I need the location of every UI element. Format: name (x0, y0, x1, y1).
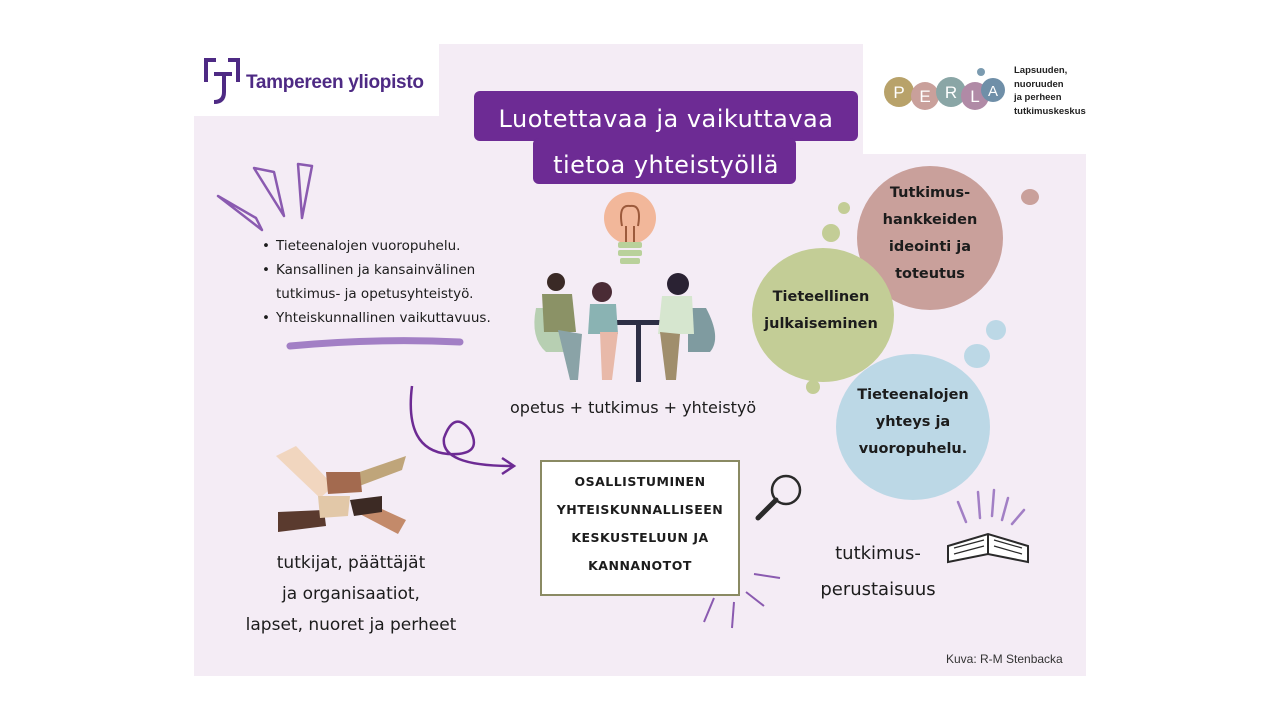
open-book-icon (944, 488, 1034, 572)
sparkle-lines-icon (700, 566, 784, 630)
perla-line: ja perheen (1014, 92, 1062, 103)
page-title (474, 96, 858, 188)
perla-letter-p: P (893, 83, 905, 102)
left-caption-line: lapset, nuoret ja perheet (245, 615, 457, 635)
perla-letter-e: E (919, 87, 931, 106)
title-line: tietoa yhteistyöllä (553, 151, 779, 179)
dot-green-lower (806, 380, 820, 394)
circle-line: julkaiseminen (764, 316, 878, 332)
perla-line: tutkimuskeskus (1014, 105, 1086, 117)
perla-line: nuoruuden (1014, 78, 1064, 90)
circle-line: hankkeiden (882, 212, 978, 228)
perla-letter-r: R (944, 83, 958, 102)
circle-julkaiseminen-text (748, 284, 894, 338)
perla-logo-letters (881, 66, 1011, 126)
bullet-item: • Kansallinen ja kansainvälinen (262, 258, 491, 282)
dot-blue-small (986, 320, 1006, 340)
sparkle-rays-icon (214, 160, 324, 235)
circle-ideointi-text (857, 180, 1003, 288)
magnifier-icon (752, 470, 808, 526)
center-caption: opetus + tutkimus + yhteistyö (510, 398, 757, 417)
dot-rose (1021, 189, 1039, 205)
curved-arrow-icon (400, 380, 524, 480)
bullet-list (262, 234, 491, 330)
circle-yhteys-text (836, 382, 990, 463)
lightbulb-icon (600, 190, 660, 272)
right-caption-line: perustaisuus (820, 579, 936, 600)
circle-line: Tieteenalojen (857, 387, 969, 403)
circle-line: toteutus (895, 266, 965, 282)
circle-line: Tutkimus- (889, 185, 971, 201)
left-caption-line: tutkijat, päättäjät (276, 553, 426, 573)
right-caption-line: tutkimus- (835, 543, 921, 564)
box-line: KESKUSTELUUN JA (571, 530, 709, 545)
dot-green-small (838, 202, 850, 214)
circle-line: ideointi ja (888, 239, 972, 255)
perla-logo (863, 44, 1086, 154)
participation-box-text (540, 468, 740, 580)
perla-logo-text (1014, 64, 1086, 118)
dot-green (822, 224, 840, 242)
box-line: YHTEISKUNNALLISEEN (556, 502, 724, 517)
title-line: Luotettavaa ja vaikuttavaa (498, 105, 834, 133)
stacked-hands-illustration (270, 442, 412, 538)
perla-letter-l: L (970, 87, 980, 106)
tampere-university-logo (194, 44, 439, 116)
box-line: OSALLISTUMINEN (574, 474, 706, 489)
perla-line: Lapsuuden, (1014, 65, 1068, 76)
box-line: KANNANOTOT (588, 558, 692, 573)
underline-stroke-icon (286, 334, 466, 354)
right-caption (808, 536, 948, 608)
tuni-logo-text: Tampereen yliopisto (246, 72, 424, 93)
bullet-item-continuation: tutkimus- ja opetusyhteistyö. (276, 286, 474, 302)
left-caption-line: ja organisaatiot, (282, 584, 420, 604)
bullet-item: • Yhteiskunnallinen vaikuttavuus. (262, 306, 491, 330)
tuni-logo-mark-icon (202, 52, 242, 108)
left-caption (236, 548, 466, 641)
dot-blue (964, 344, 990, 368)
circle-line: yhteys ja (875, 414, 951, 430)
image-credit: Kuva: R-M Stenbacka (946, 652, 1063, 666)
circle-line: vuoropuhelu. (858, 441, 968, 457)
people-at-table-illustration (528, 268, 728, 388)
circle-line: Tieteellinen (772, 289, 870, 305)
bullet-item: • Tieteenalojen vuoropuhelu. (262, 234, 491, 258)
perla-letter-a: A (987, 83, 999, 100)
